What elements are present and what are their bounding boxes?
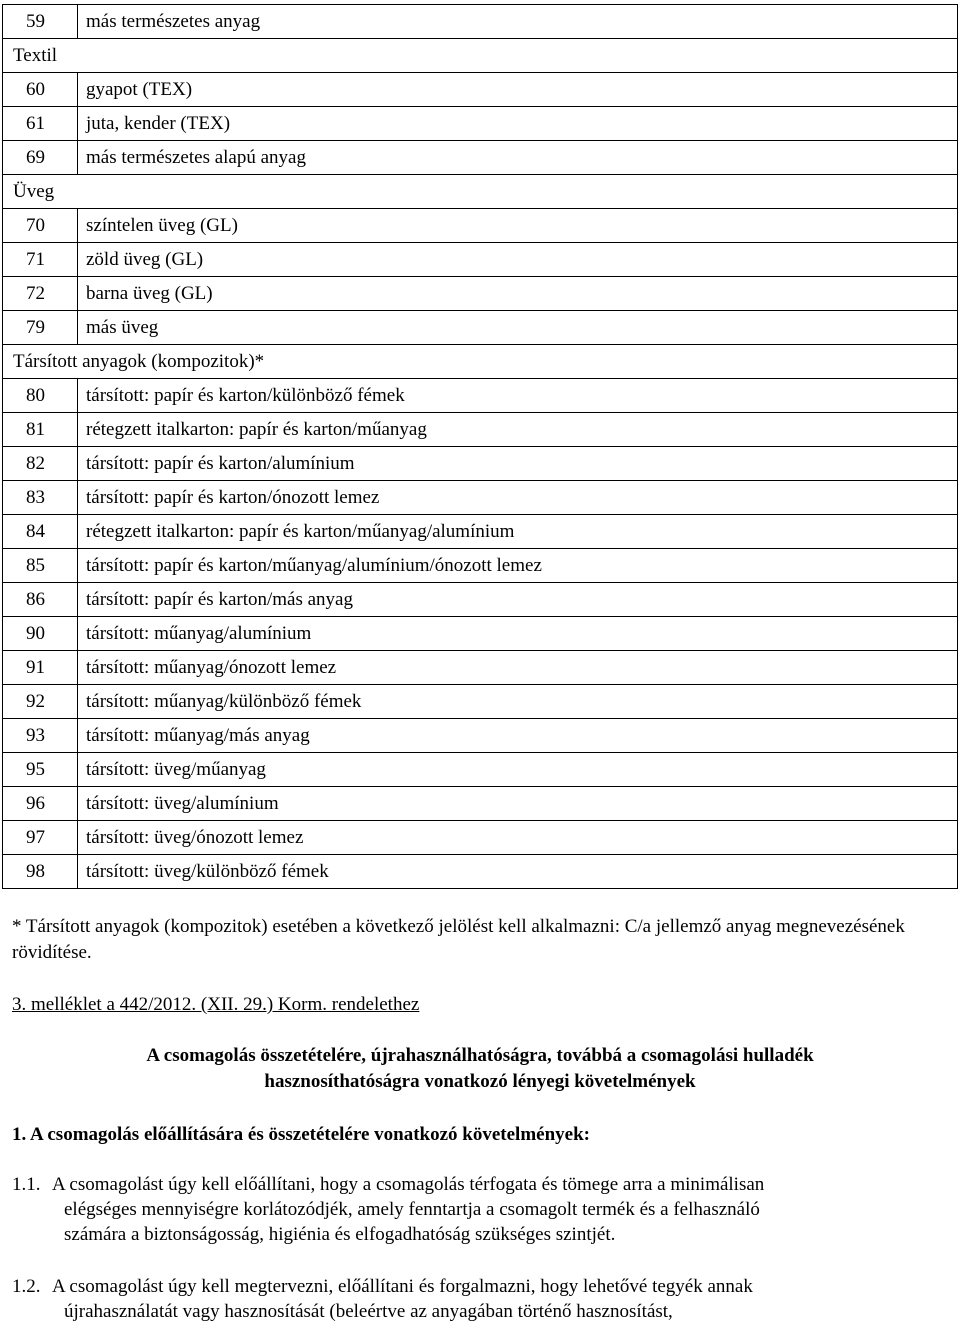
- material-cell: társított: műanyag/alumínium: [78, 617, 958, 651]
- table-row: [3, 311, 958, 345]
- paragraph-number: 1.2.: [12, 1276, 41, 1297]
- material-cell: színtelen üveg (GL): [78, 209, 958, 243]
- paragraph-line: A csomagolást úgy kell előállítani, hogy a csomagolás térfogata és tömege arra a minimálisan: [52, 1174, 765, 1195]
- material-cell: más üveg: [78, 311, 958, 345]
- table-row: [3, 549, 958, 583]
- table-row: [3, 447, 958, 481]
- paragraph-line: elégséges mennyiségre korlátozódjék, amely fenntartja a csomagolt termék és a felhasználó: [64, 1199, 760, 1220]
- material-cell: barna üveg (GL): [78, 277, 958, 311]
- material-cell: gyapot (TEX): [78, 73, 958, 107]
- code-cell: 92: [3, 685, 78, 719]
- table-row: [3, 651, 958, 685]
- table-row: [3, 685, 958, 719]
- table-section-row: [3, 345, 958, 379]
- paragraph-1-1: [12, 1172, 932, 1247]
- code-cell: 83: [3, 481, 78, 515]
- table-section-row: [3, 175, 958, 209]
- code-cell: 79: [3, 311, 78, 345]
- code-cell: 98: [3, 855, 78, 889]
- table-row: [3, 209, 958, 243]
- material-cell: társított: üveg/műanyag: [78, 753, 958, 787]
- table-row: [3, 107, 958, 141]
- code-cell: 90: [3, 617, 78, 651]
- code-cell: 59: [3, 5, 78, 39]
- code-cell: 86: [3, 583, 78, 617]
- table-row: [3, 583, 958, 617]
- material-cell: társított: üveg/ónozott lemez: [78, 821, 958, 855]
- code-cell: 85: [3, 549, 78, 583]
- paragraph-line: újrahasználatát vagy hasznosítását (beleértve az anyagában történő hasznosítást,: [64, 1301, 673, 1322]
- code-cell: 97: [3, 821, 78, 855]
- section-label: Textil: [3, 39, 958, 73]
- table-row: [3, 617, 958, 651]
- code-cell: 72: [3, 277, 78, 311]
- table-row: [3, 243, 958, 277]
- paragraph-1-2: [12, 1274, 932, 1324]
- material-cell: társított: papír és karton/műanyag/alumínium/ónozott lemez: [78, 549, 958, 583]
- code-cell: 80: [3, 379, 78, 413]
- table-row: [3, 5, 958, 39]
- code-cell: 81: [3, 413, 78, 447]
- material-cell: társított: papír és karton/alumínium: [78, 447, 958, 481]
- material-cell: társított: műanyag/különböző fémek: [78, 685, 958, 719]
- table-section-row: [3, 39, 958, 73]
- paragraph-line: számára a biztonságosság, higiénia és elfogadhatóság szükséges szintjét.: [64, 1224, 616, 1245]
- material-cell: rétegzett italkarton: papír és karton/műanyag/alumínium: [78, 515, 958, 549]
- material-cell: társított: műanyag/más anyag: [78, 719, 958, 753]
- material-cell: zöld üveg (GL): [78, 243, 958, 277]
- table-row: [3, 753, 958, 787]
- table-row: [3, 73, 958, 107]
- material-cell: más természetes alapú anyag: [78, 141, 958, 175]
- annex-title-line-1: A csomagolás összetételére, újrahasználhatóságra, továbbá a csomagolási hulladék: [146, 1045, 814, 1066]
- code-cell: 91: [3, 651, 78, 685]
- table-row: [3, 787, 958, 821]
- table-row: [3, 821, 958, 855]
- section-1-heading: 1. A csomagolás előállítására és összetételére vonatkozó követelmények:: [12, 1124, 590, 1145]
- section-label: Üveg: [3, 175, 958, 209]
- table-row: [3, 413, 958, 447]
- table-row: [3, 379, 958, 413]
- table-row: [3, 141, 958, 175]
- annex-title-line-2: hasznosíthatóságra vonatkozó lényegi követelmények: [264, 1071, 696, 1092]
- annex-title: [0, 1043, 960, 1095]
- code-cell: 82: [3, 447, 78, 481]
- material-codes-table: [2, 4, 958, 889]
- material-cell: társított: papír és karton/más anyag: [78, 583, 958, 617]
- material-codes-table-body: [3, 5, 958, 889]
- material-cell: juta, kender (TEX): [78, 107, 958, 141]
- material-cell: rétegzett italkarton: papír és karton/műanyag: [78, 413, 958, 447]
- code-cell: 96: [3, 787, 78, 821]
- material-cell: társított: papír és karton/különböző fémek: [78, 379, 958, 413]
- material-cell: társított: papír és karton/ónozott lemez: [78, 481, 958, 515]
- table-row: [3, 515, 958, 549]
- material-cell: társított: műanyag/ónozott lemez: [78, 651, 958, 685]
- code-cell: 84: [3, 515, 78, 549]
- code-cell: 60: [3, 73, 78, 107]
- material-cell: társított: üveg/különböző fémek: [78, 855, 958, 889]
- material-cell: más természetes anyag: [78, 5, 958, 39]
- table-row: [3, 277, 958, 311]
- code-cell: 61: [3, 107, 78, 141]
- code-cell: 93: [3, 719, 78, 753]
- table-row: [3, 855, 958, 889]
- table-row: [3, 481, 958, 515]
- footnote: * Társított anyagok (kompozitok) esetében a következő jelölést kell alkalmazni: C/a jellemző anyag megnevezésének rövidítése.: [12, 916, 905, 963]
- section-label: Társított anyagok (kompozitok)*: [3, 345, 958, 379]
- table-row: [3, 719, 958, 753]
- code-cell: 70: [3, 209, 78, 243]
- material-cell: társított: üveg/alumínium: [78, 787, 958, 821]
- paragraph-number: 1.1.: [12, 1174, 41, 1195]
- code-cell: 69: [3, 141, 78, 175]
- annex-reference: 3. melléklet a 442/2012. (XII. 29.) Korm. rendelethez: [12, 994, 420, 1015]
- code-cell: 71: [3, 243, 78, 277]
- code-cell: 95: [3, 753, 78, 787]
- paragraph-line: A csomagolást úgy kell megtervezni, előállítani és forgalmazni, hogy lehetővé tegyék annak: [52, 1276, 753, 1297]
